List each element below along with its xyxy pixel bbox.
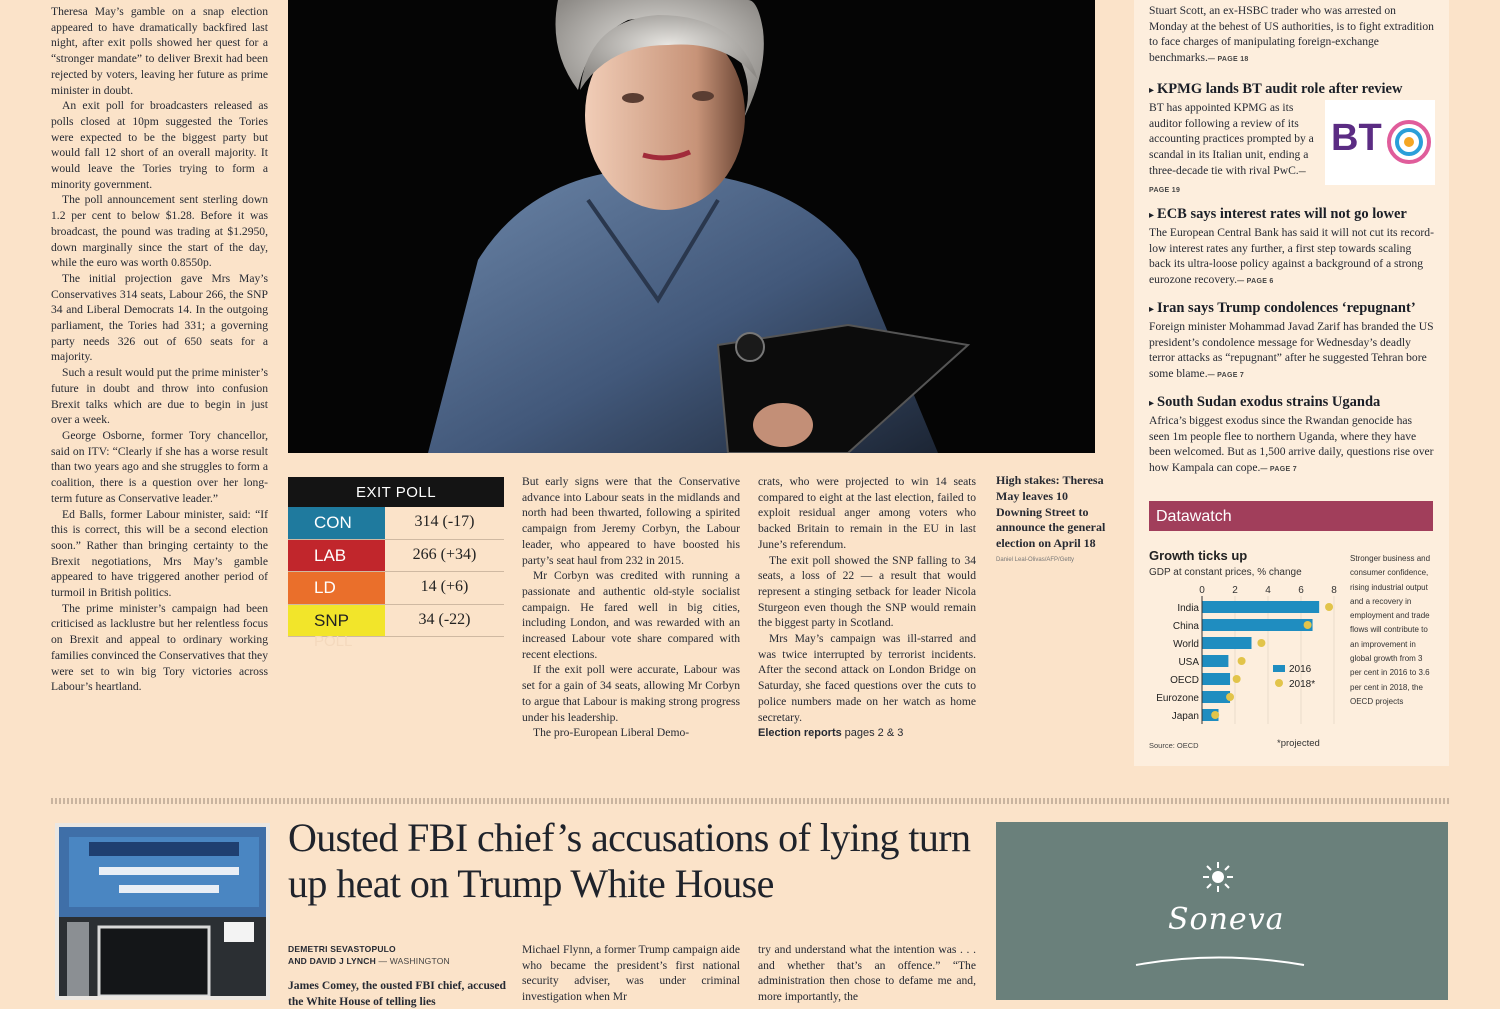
fbi-headline[interactable]: Ousted FBI chief’s accusations of lying turn up heat on Trump White House [288, 815, 971, 906]
seat-projection: 14 (+6) [420, 578, 469, 595]
lead-paragraph: An exit poll for broadcasters released as polls closed at 10pm suggested the Tories were expected to be the biggest party but would fall 12 short of an overall majority. It would leave the Tories trying to form a minority government. [51, 99, 268, 191]
category-label: Japan [1171, 711, 1199, 722]
lead-paragraph: If the exit poll were accurate, Labour was set for a gain of 34 seats, allowing Mr Corbyn to argue that Labour is making strong progress under his leadership. [522, 663, 740, 724]
fbi-story-column [288, 978, 506, 1009]
arrow-icon: ▸ [1149, 304, 1155, 315]
party-label: LAB [288, 540, 385, 572]
theresa-may-photo [288, 0, 1095, 453]
caption-text: High stakes: Theresa May leaves 10 Downing Street to announce the general election on April 18 [996, 473, 1106, 551]
category-label: Eurozone [1156, 693, 1199, 704]
brief-headline: KPMG lands BT audit role after review [1157, 81, 1403, 97]
lead-paragraph: Theresa May’s gamble on a snap election appeared to have dramatically backfired last night, after exit polls showed her quest for a “stronger mandate” to deliver Brexit had been rejected by voters, leaving her future as prime minister in doubt. [51, 5, 268, 97]
fbi-story-column [522, 942, 740, 1005]
category-label: World [1173, 639, 1199, 650]
byline-author: AND DAVID J LYNCH [288, 956, 376, 966]
lead-paragraph: Such a result would put the prime minister’s future in doubt and throw into confusion Brexit talks which are due to begin in just over a week. [51, 366, 268, 427]
legend-label-2018: 2018* [1289, 679, 1316, 690]
arrow-icon: ▸ [1149, 210, 1155, 221]
category-label: OECD [1170, 675, 1199, 686]
chart-title: Growth ticks up [1149, 548, 1248, 563]
datawatch-header: Datawatch [1149, 501, 1433, 531]
exit-poll-row [288, 572, 504, 605]
chart-source: Source: OECD [1149, 741, 1199, 750]
bt-logo-graphic [1325, 100, 1435, 185]
election-reports-label: Election reports [758, 727, 842, 740]
news-brief[interactable] [1149, 300, 1435, 384]
ad-brand-name: Soneva [1168, 902, 1285, 937]
lead-paragraph: But early signs were that the Conservative advance into Labour seats in the midlands and north had been thwarted, following a spirited campaign from Jeremy Corbyn, the Labour leader, who appeared to have boosted his party’s seat haul from 232 in 2015. [522, 475, 740, 567]
exit-poll-row [288, 540, 504, 573]
point-2018 [1233, 675, 1241, 683]
lead-paragraph: The initial projection gave Mrs May’s Conservatives 314 seats, Labour 266, the SNP 34 and Liberal Democrats 14. In the outgoing parliament, the Tories had 331; a governing party needs 326 out of 650 seats for a majority. [51, 271, 268, 364]
lead-story-column [51, 4, 268, 695]
fbi-paragraph: Michael Flynn, a former Trump campaign aide who became the president’s first national security adviser, was under criminal investigation when Mr [522, 943, 740, 1004]
lead-paragraph: The prime minister’s campaign had been criticised as lacklustre but her relentless focus on Brexit and appeal to ordinary working families convinced the Conservatives that they were set to win big Tory victories across Labour’s heartland. [51, 601, 268, 694]
brief-body: The European Central Bank has said it will not cut its record-low interest rates any further, a first step towards scaling back its ultra-loose policy against a background of a strong eurozone recovery. [1149, 226, 1434, 287]
fitness-centre-photo [55, 823, 270, 1000]
party-label: CON [288, 507, 385, 539]
x-tick-label: 8 [1331, 585, 1337, 596]
x-tick-label: 6 [1298, 585, 1304, 596]
page-reference: — PAGE 19 [1149, 168, 1307, 194]
lead-paragraph: George Osborne, former Tory chancellor, said on ITV: “Clearly if she has a worse result than two years ago and she struggles to form a coalition, there is a question over her long-term future as Conservative leader.” [51, 428, 268, 505]
lead-paragraph: Ed Balls, former Labour minister, said: “If this is correct, this will be a second election soon.” Rather than bringing certainty to the Brexit negotiations, Mrs May’s gamble appeared to have triggered another period of turmoil in British politics. [51, 507, 268, 600]
legend-swatch-2016 [1273, 665, 1285, 672]
election-reports-link[interactable] [758, 725, 976, 742]
fbi-paragraph: try and understand what the intention was . . . and whether that’s an offence.” “The administration then chose to defame me and, more importantly, the [758, 943, 976, 1004]
bar-2016 [1202, 601, 1319, 613]
point-2018 [1211, 711, 1219, 719]
lead-paragraph: The poll announcement sent sterling down 1.2 per cent to below $1.28. Before it was broadcast, the pound was trading at $1.2950, down marginally since the start of the day, while the euro was worth 0.8550p. [51, 193, 268, 270]
news-brief[interactable] [1149, 206, 1435, 290]
category-label: China [1172, 621, 1199, 632]
fbi-story-column [758, 942, 976, 1005]
point-2018 [1304, 621, 1312, 629]
photo-credit: Daniel Leal-Olivas/AFP/Getty [996, 556, 1075, 563]
chart-footnote: *projected [1277, 738, 1320, 749]
exit-poll-title: EXIT POLL [288, 477, 504, 507]
photo-illustration [59, 827, 266, 996]
point-2018 [1238, 657, 1246, 665]
exit-poll-table [288, 477, 504, 650]
growth-bar-chart [1149, 546, 1339, 751]
legend-swatch-2018 [1275, 679, 1283, 687]
soneva-advertisement[interactable] [996, 822, 1448, 1000]
brief-body: Foreign minister Mohammad Javad Zarif has branded the US president’s condolence message for Wednesday’s deadly terror attacks as “repugnant” after he suggested Tehran bore some blame. [1149, 320, 1434, 381]
news-brief [1149, 3, 1435, 68]
x-tick-label: 4 [1265, 585, 1271, 596]
lead-paragraph: Mrs May’s campaign was ill-starred and was twice interrupted by terrorist incidents. After the second attack on London Bridge on Saturday, she faced questions over the cuts to police numbers made on her watch as home secretary. [758, 632, 976, 724]
legend-label-2016: 2016 [1289, 664, 1312, 675]
brief-body: Stuart Scott, an ex-HSBC trader who was arrested on Monday at the behest of US authorities, is to fight extradition to face charges of manipulating foreign-exchange benchmarks. [1149, 4, 1434, 65]
exit-poll-ghost-text: POLL [314, 633, 353, 650]
x-tick-label: 0 [1199, 585, 1205, 596]
lead-story-continued-column [522, 474, 740, 741]
point-2018 [1257, 639, 1265, 647]
brief-headline: South Sudan exodus strains Uganda [1157, 394, 1381, 410]
lead-paragraph: crats, who were projected to win 14 seats compared to eight at the last election, failed to exploit residual anger among voters who backed Britain to remain in the EU in last June’s referendum. [758, 475, 976, 551]
news-brief[interactable] [1149, 394, 1435, 478]
lead-paragraph: The exit poll showed the SNP falling to 34 seats, a loss of 22 — a result that would represent a stinging setback for leader Nicola Sturgeon even though the SNP would remain the biggest party in Scotland. [758, 553, 976, 630]
datawatch-note: Stronger business and consumer confidence, rising industrial output and a recovery in employment and trade flows will contribute to an improvement in global growth from 3 per cent in 2016 to 3.6 per cent in 2018, the OECD projects [1350, 554, 1431, 706]
category-label: USA [1178, 657, 1199, 668]
lead-story-continued-column [758, 474, 976, 742]
brief-headline: ECB says interest rates will not go lower [1157, 206, 1407, 222]
party-label: LD [288, 572, 385, 604]
seat-projection: 266 (+34) [412, 545, 477, 563]
category-label: India [1177, 603, 1199, 614]
lead-paragraph: Mr Corbyn was credited with running a passionate and authentic old-style socialist campaign. He fared well in big cities, including London, and was rewarded with an increased Labour vote share compared with recent elections. [522, 569, 740, 661]
byline [288, 943, 508, 967]
sun-icon [1203, 862, 1233, 892]
party-label: SNP [288, 605, 385, 637]
lead-paragraph: The pro-European Liberal Demo- [533, 726, 690, 740]
bt-logo [1325, 100, 1435, 185]
fbi-paragraph: James Comey, the ousted FBI chief, accused the White House of telling lies [288, 979, 506, 1008]
brief-headline: Iran says Trump condolences ‘repugnant’ [1157, 300, 1416, 316]
point-2018 [1226, 693, 1234, 701]
page-reference: — PAGE 7 [1260, 466, 1297, 474]
page-reference: — PAGE 18 [1207, 56, 1249, 64]
exit-poll-row [288, 507, 504, 540]
dateline: — WASHINGTON [378, 956, 450, 966]
chart-subtitle: GDP at constant prices, % change [1149, 567, 1302, 578]
bar-2016 [1202, 637, 1252, 649]
bar-2016 [1202, 619, 1313, 631]
byline-author: DEMETRI SEVASTOPULO [288, 944, 396, 954]
page-reference: — PAGE 7 [1207, 372, 1245, 380]
arrow-icon: ▸ [1149, 398, 1155, 409]
brief-body: BT has appointed KPMG as its auditor following a review of its accounting practices prompted by a scandal in its Italian unit, ending a three-decade tie with rival PwC. [1149, 101, 1314, 177]
election-reports-pages: pages 2 & 3 [844, 727, 904, 740]
photo-illustration [288, 0, 1095, 453]
bt-logo-letters: BT [1331, 117, 1382, 159]
bar-2016 [1202, 691, 1230, 703]
point-2018 [1325, 603, 1333, 611]
photo-caption [996, 473, 1108, 569]
bar-2016 [1202, 655, 1228, 667]
seat-projection: 34 (-22) [418, 610, 471, 628]
brief-body: Africa’s biggest exodus since the Rwandan genocide has seen 1m people flee to northern Uganda, where they have been welcomed. But as 1,500 arrive daily, questions rise over how Kampala can cope. [1149, 414, 1434, 475]
seat-projection: 314 (-17) [414, 513, 475, 530]
arrow-icon: ▸ [1149, 85, 1155, 96]
x-tick-label: 2 [1232, 585, 1238, 596]
page-reference: — PAGE 6 [1237, 278, 1274, 286]
section-divider [51, 798, 1449, 804]
bar-2016 [1202, 673, 1230, 685]
news-briefs-panel [1134, 0, 1449, 766]
